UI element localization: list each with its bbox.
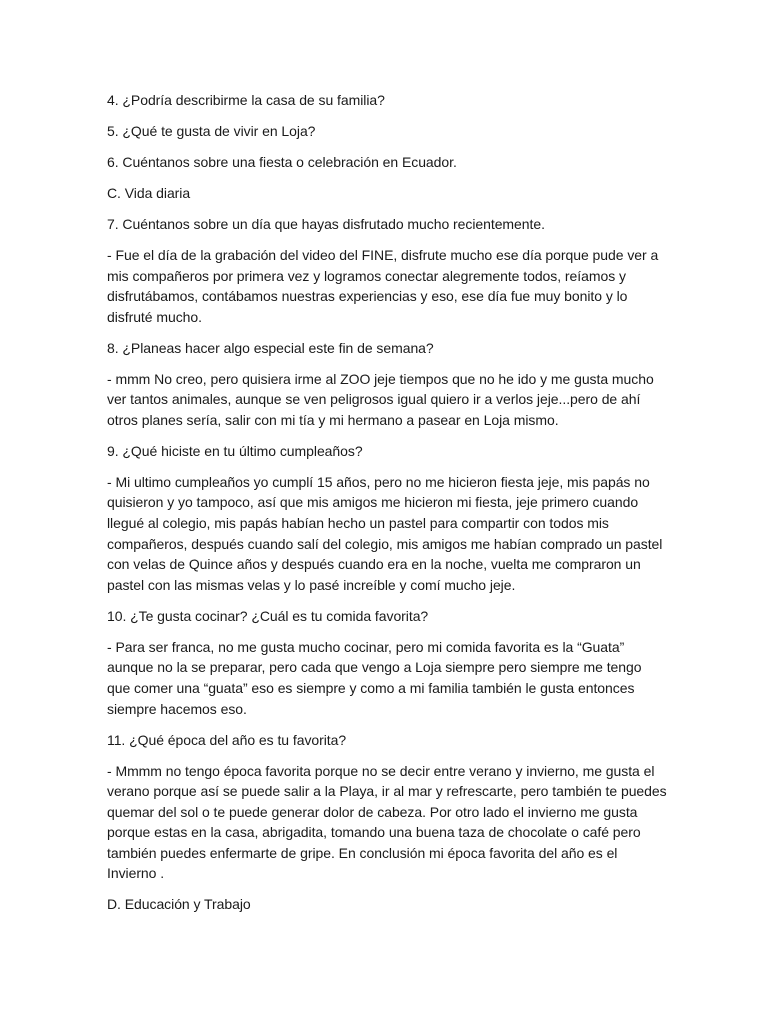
question-6: 6. Cuéntanos sobre una fiesta o celebración en Ecuador. bbox=[107, 153, 457, 170]
question-5: 5. ¿Qué te gusta de vivir en Loja? bbox=[107, 122, 316, 139]
section-heading-vida-diaria: C. Vida diaria bbox=[107, 184, 191, 201]
question-8: 8. ¿Planeas hacer algo especial este fin de semana? bbox=[107, 339, 434, 356]
question-9: 9. ¿Qué hiciste en tu último cumpleaños? bbox=[107, 442, 363, 459]
answer-10: - Para ser franca, no me gusta mucho cocinar, pero mi comida favorita es la “Guata” aunque no la se preparar, pero cada que vengo a Loja siempre pero siempre me tengo que comer una “guata” eso es siempre y como a mi familia también le gusta entonces siempre hacemos eso. bbox=[107, 638, 642, 717]
answer-11: - Mmmm no tengo época favorita porque no se decir entre verano y invierno, me gusta el verano porque así se puede salir a la Playa, ir al mar y refrescarte, pero también te puedes quemar del sol o te puede generar dolor de cabeza. Por otro lado el invierno me gusta porque estas en la casa, abrigadita, tomando una buena taza de chocolate o café pero también puedes enfermarte de gripe. En conclusión mi época favorita del año es el Invierno . bbox=[107, 762, 667, 882]
answer-9: - Mi ultimo cumpleaños yo cumplí 15 años, pero no me hicieron fiesta jeje, mis papás no quisieron y yo tampoco, así que mis amigos me hicieron mi fiesta, jeje primero cuando llegué al colegio, mis papás habían hecho un pastel para compartir con todos mis compañeros, después cuando salí del colegio, mis amigos me habían comprado un pastel con velas de Quince años y después cuando era en la noche, vuelta me compraron un pastel con las mismas velas y lo pasé increíble y comí mucho jeje. bbox=[107, 473, 663, 593]
section-heading-educacion-trabajo: D. Educación y Trabajo bbox=[107, 896, 251, 913]
document-body bbox=[107, 90, 667, 925]
question-11: 11. ¿Qué época del año es tu favorita? bbox=[107, 731, 347, 748]
question-10: 10. ¿Te gusta cocinar? ¿Cuál es tu comida favorita? bbox=[107, 607, 429, 624]
answer-7: - Fue el día de la grabación del video del FINE, disfrute mucho ese día porque pude ver a mis compañeros por primera vez y logramos conectar alegremente todos, reíamos y disfrutábamos, contábamos nuestras experiencias y eso, ese día fue muy bonito y lo disfruté mucho. bbox=[107, 246, 659, 325]
question-7: 7. Cuéntanos sobre un día que hayas disfrutado mucho recientemente. bbox=[107, 215, 545, 232]
question-4: 4. ¿Podría describirme la casa de su familia? bbox=[107, 92, 385, 108]
answer-8: - mmm No creo, pero quisiera irme al ZOO jeje tiempos que no he ido y me gusta mucho ver tantos animales, aunque se ven peligrosos igual quiero ir a verlos jeje...pero de ahí otros planes sería, salir con mi tía y mi hermano a pasear en Loja mismo. bbox=[107, 370, 654, 428]
